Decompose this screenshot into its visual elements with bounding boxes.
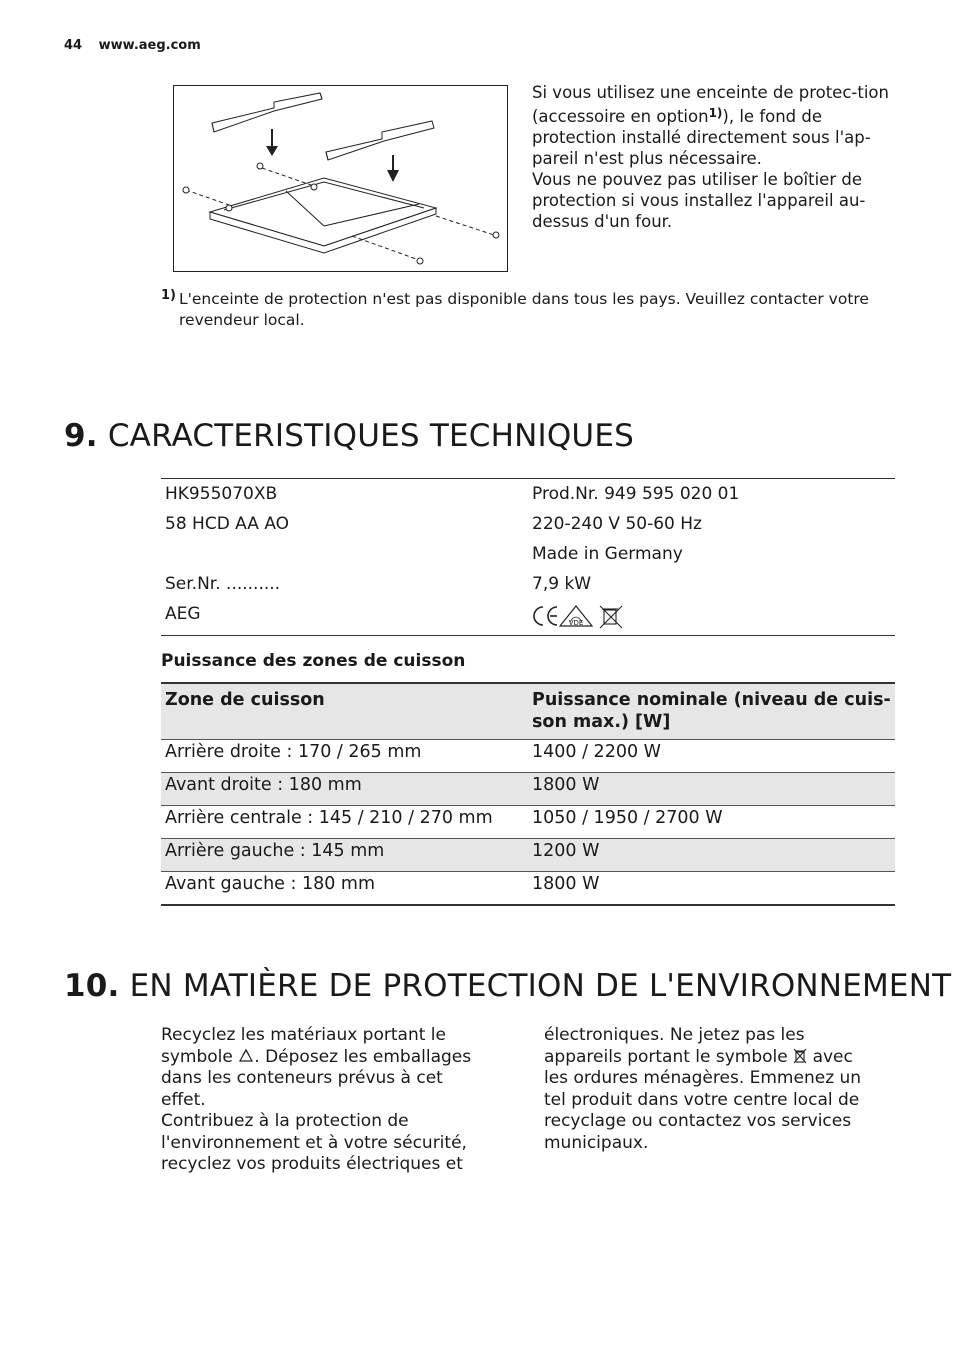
power-cell: 1800 W [528,872,895,905]
voltage: 220-240 V 50-60 Hz [532,514,702,534]
product-number: Prod.Nr. 949 595 020 01 [532,484,740,504]
type-code: 58 HCD AA AO [165,514,290,534]
recycle-icon [238,1048,254,1064]
page-number: 44 [64,38,83,53]
zone-cell: Arrière gauche : 145 mm [161,839,528,872]
protection-box-illustration [173,85,508,272]
model-number: HK955070XB [165,484,278,504]
column-header-power: Puissance nominale (niveau de cuis-son max.) [W] [528,683,895,740]
environment-column-1 [161,1025,491,1176]
footnote-text: L'enceinte de protection n'est pas disponible dans tous les pays. Veuillez contacter votre revendeur local. [179,290,869,329]
column-header-zone: Zone de cuisson [161,683,528,740]
vde-letters: VDE [568,619,584,627]
zone-cell: Avant gauche : 180 mm [161,872,528,905]
env-text-part: Recyclez les matériaux portant le symbole [161,1025,446,1067]
table-header-row [161,683,895,740]
page-header [64,38,201,53]
vde-icon [560,606,592,627]
zone-cell: Avant droite : 180 mm [161,773,528,806]
zone-cell: Arrière droite : 170 / 265 mm [161,740,528,773]
footnote-mark: 1) [161,288,176,303]
section-number: 10. [64,968,120,1004]
brand: AEG [165,604,201,624]
section-10-heading [64,968,951,1004]
certification-icons [532,604,624,630]
power-cell: 1050 / 1950 / 2700 W [528,806,895,839]
installation-diagram [174,86,507,271]
site-url: www.aeg.com [98,38,201,53]
environment-paragraph-3 [544,1025,874,1154]
total-power: 7,9 kW [532,574,592,594]
intro-paragraph-1 [532,82,892,169]
intro-paragraph-2: Vous ne pouvez pas utiliser le boîtier de protection si vous installez l'appareil au-dessus d'un four. [532,170,866,231]
env-text-part: . Déposez les emballages dans les conteneurs prévus à cet effet. [161,1046,472,1110]
serial-number: Ser.Nr. .......... [165,574,281,594]
table-row [161,740,895,773]
env-text-part: avec les ordures ménagères. Emmenez un tel produit dans votre centre local de recyclage ou contactez vos services municipaux. [544,1046,862,1153]
weee-bin-icon [600,606,622,628]
table-row [161,806,895,839]
footnote [161,289,881,331]
table-row [161,839,895,872]
power-cell: 1200 W [528,839,895,872]
section-number: 9. [64,418,98,454]
zone-cell: Arrière centrale : 145 / 210 / 270 mm [161,806,528,839]
intro-text-part: Si vous utilisez une enceinte de protec-tion (accessoire en option [532,83,889,126]
footnote-reference: 1) [708,106,723,120]
environment-paragraph-1 [161,1025,491,1111]
section-title: CARACTERISTIQUES TECHNIQUES [107,418,634,454]
intro-text [532,82,892,232]
power-cell: 1800 W [528,773,895,806]
intro-text-part: ), le fond de protection installé directement sous l'ap-pareil n'est plus nécessaire. [532,107,871,168]
section-9-heading [64,418,634,454]
env-text-part: électroniques. Ne jetez pas les appareils portant le symbole [544,1025,805,1067]
zones-subtitle: Puissance des zones de cuisson [161,651,466,671]
cooking-zones-table [161,682,895,906]
table-row [161,773,895,806]
power-cell: 1400 / 2200 W [528,740,895,773]
spec-table [161,478,895,636]
environment-column-2 [544,1025,874,1154]
crossed-bin-icon [793,1048,807,1064]
environment-paragraph-2: Contribuez à la protection de l'environnement et à votre sécurité, recyclez vos produits électriques et [161,1111,467,1174]
section-title: EN MATIÈRE DE PROTECTION DE L'ENVIRONNEMENT [129,968,952,1004]
table-row [161,872,895,905]
origin: Made in Germany [532,544,683,564]
certification-marks [532,604,624,635]
